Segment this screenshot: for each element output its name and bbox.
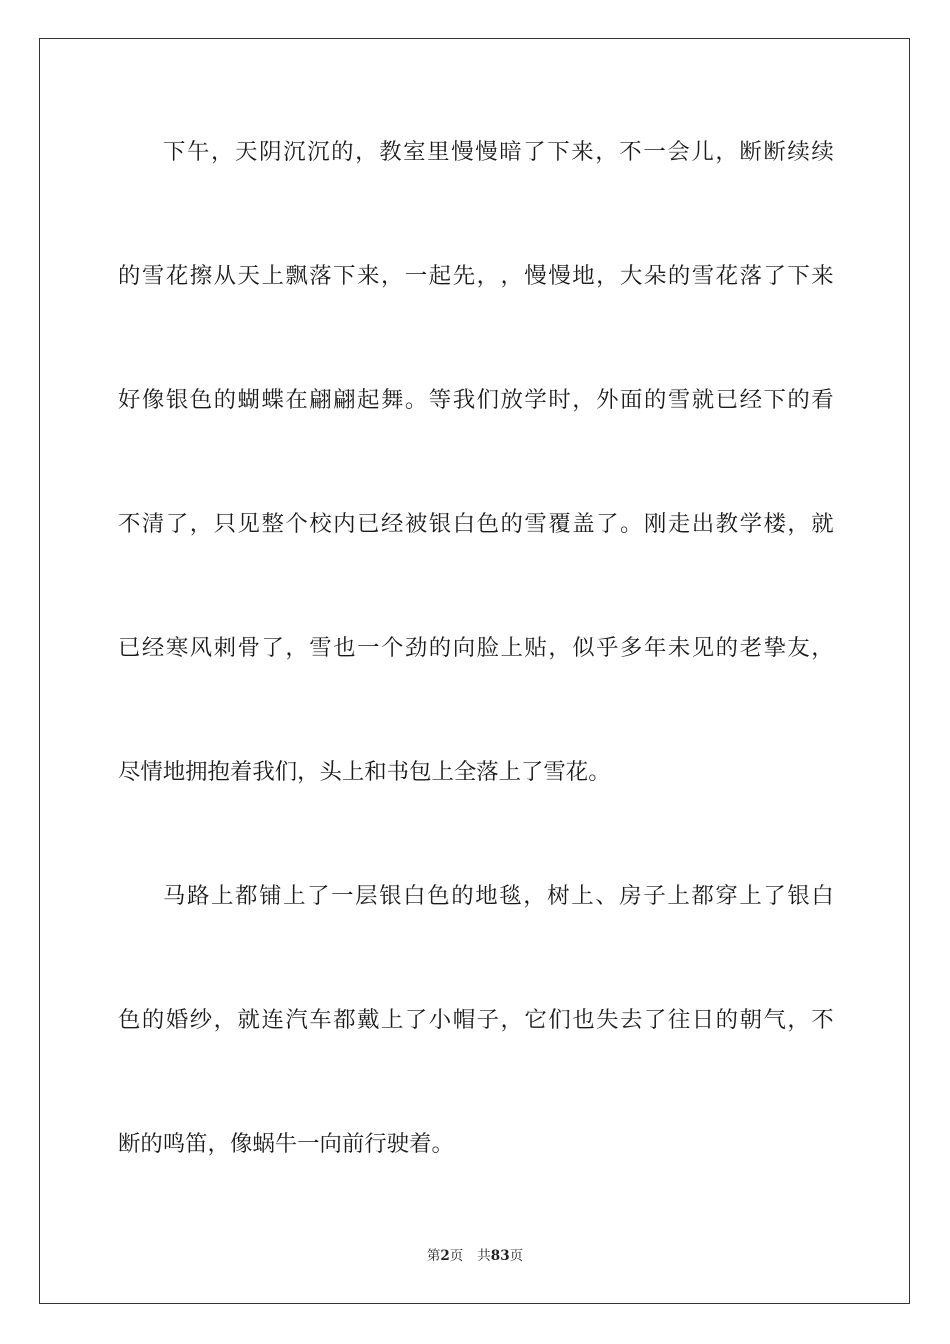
footer-total-prefix: 共 [477, 1248, 491, 1264]
footer-page-unit: 页 [449, 1248, 464, 1264]
document-body [118, 124, 834, 1240]
text-line: 好 像 银 色 的 蝴 蝶 在 翩 翩 起 舞 。 等 我 们 放 学 时 ， 外 面 的 雪 就 已 经 下 的 看 [118, 387, 834, 413]
text-line: 断的鸣笛，像蜗牛一向前行驶着。 [118, 1131, 454, 1157]
total-pages: 83 [490, 1248, 510, 1264]
text-line: 下 午 ， 天 阴 沉 沉 的 ， 教 室 里 慢 慢 暗 了 下 来 ， 不 一 会 儿 ， 断 断 续 续 [163, 139, 834, 165]
page-footer [0, 1246, 950, 1266]
text-line: 尽情地拥抱着我们，头上和书包上全落上了雪花。 [118, 759, 611, 785]
text-line: 马 路 上 都 铺 上 了 一 层 银 白 色 的 地 毯 ， 树 上 、 房 子 上 都 穿 上 了 银 白 [163, 883, 834, 909]
text-line: 的 雪 花 擦 从 天 上 飘 落 下 来 ， 一 起 先 ， ， 慢 慢 地 ， 大 朵 的 雪 花 落 了 下 来 [118, 263, 834, 289]
text-line: 不 清 了 ， 只 见 整 个 校 内 已 经 被 银 白 色 的 雪 覆 盖 了 。 刚 走 出 教 学 楼 ， 就 [118, 511, 834, 537]
footer-prefix: 第 [426, 1248, 441, 1264]
footer-total-unit: 页 [509, 1248, 524, 1264]
text-line: 色 的 婚 纱 ， 就 连 汽 车 都 戴 上 了 小 帽 子 ， 它 们 也 失 去 了 往 日 的 朝 气 ， 不 [118, 1007, 834, 1033]
text-line: 已 经 寒 风 刺 骨 了 ， 雪 也 一 个 劲 的 向 脸 上 贴 ， 似 乎 多 年 未 见 的 老 挚 友 ， [118, 635, 834, 661]
page-number: 2 [440, 1248, 450, 1264]
